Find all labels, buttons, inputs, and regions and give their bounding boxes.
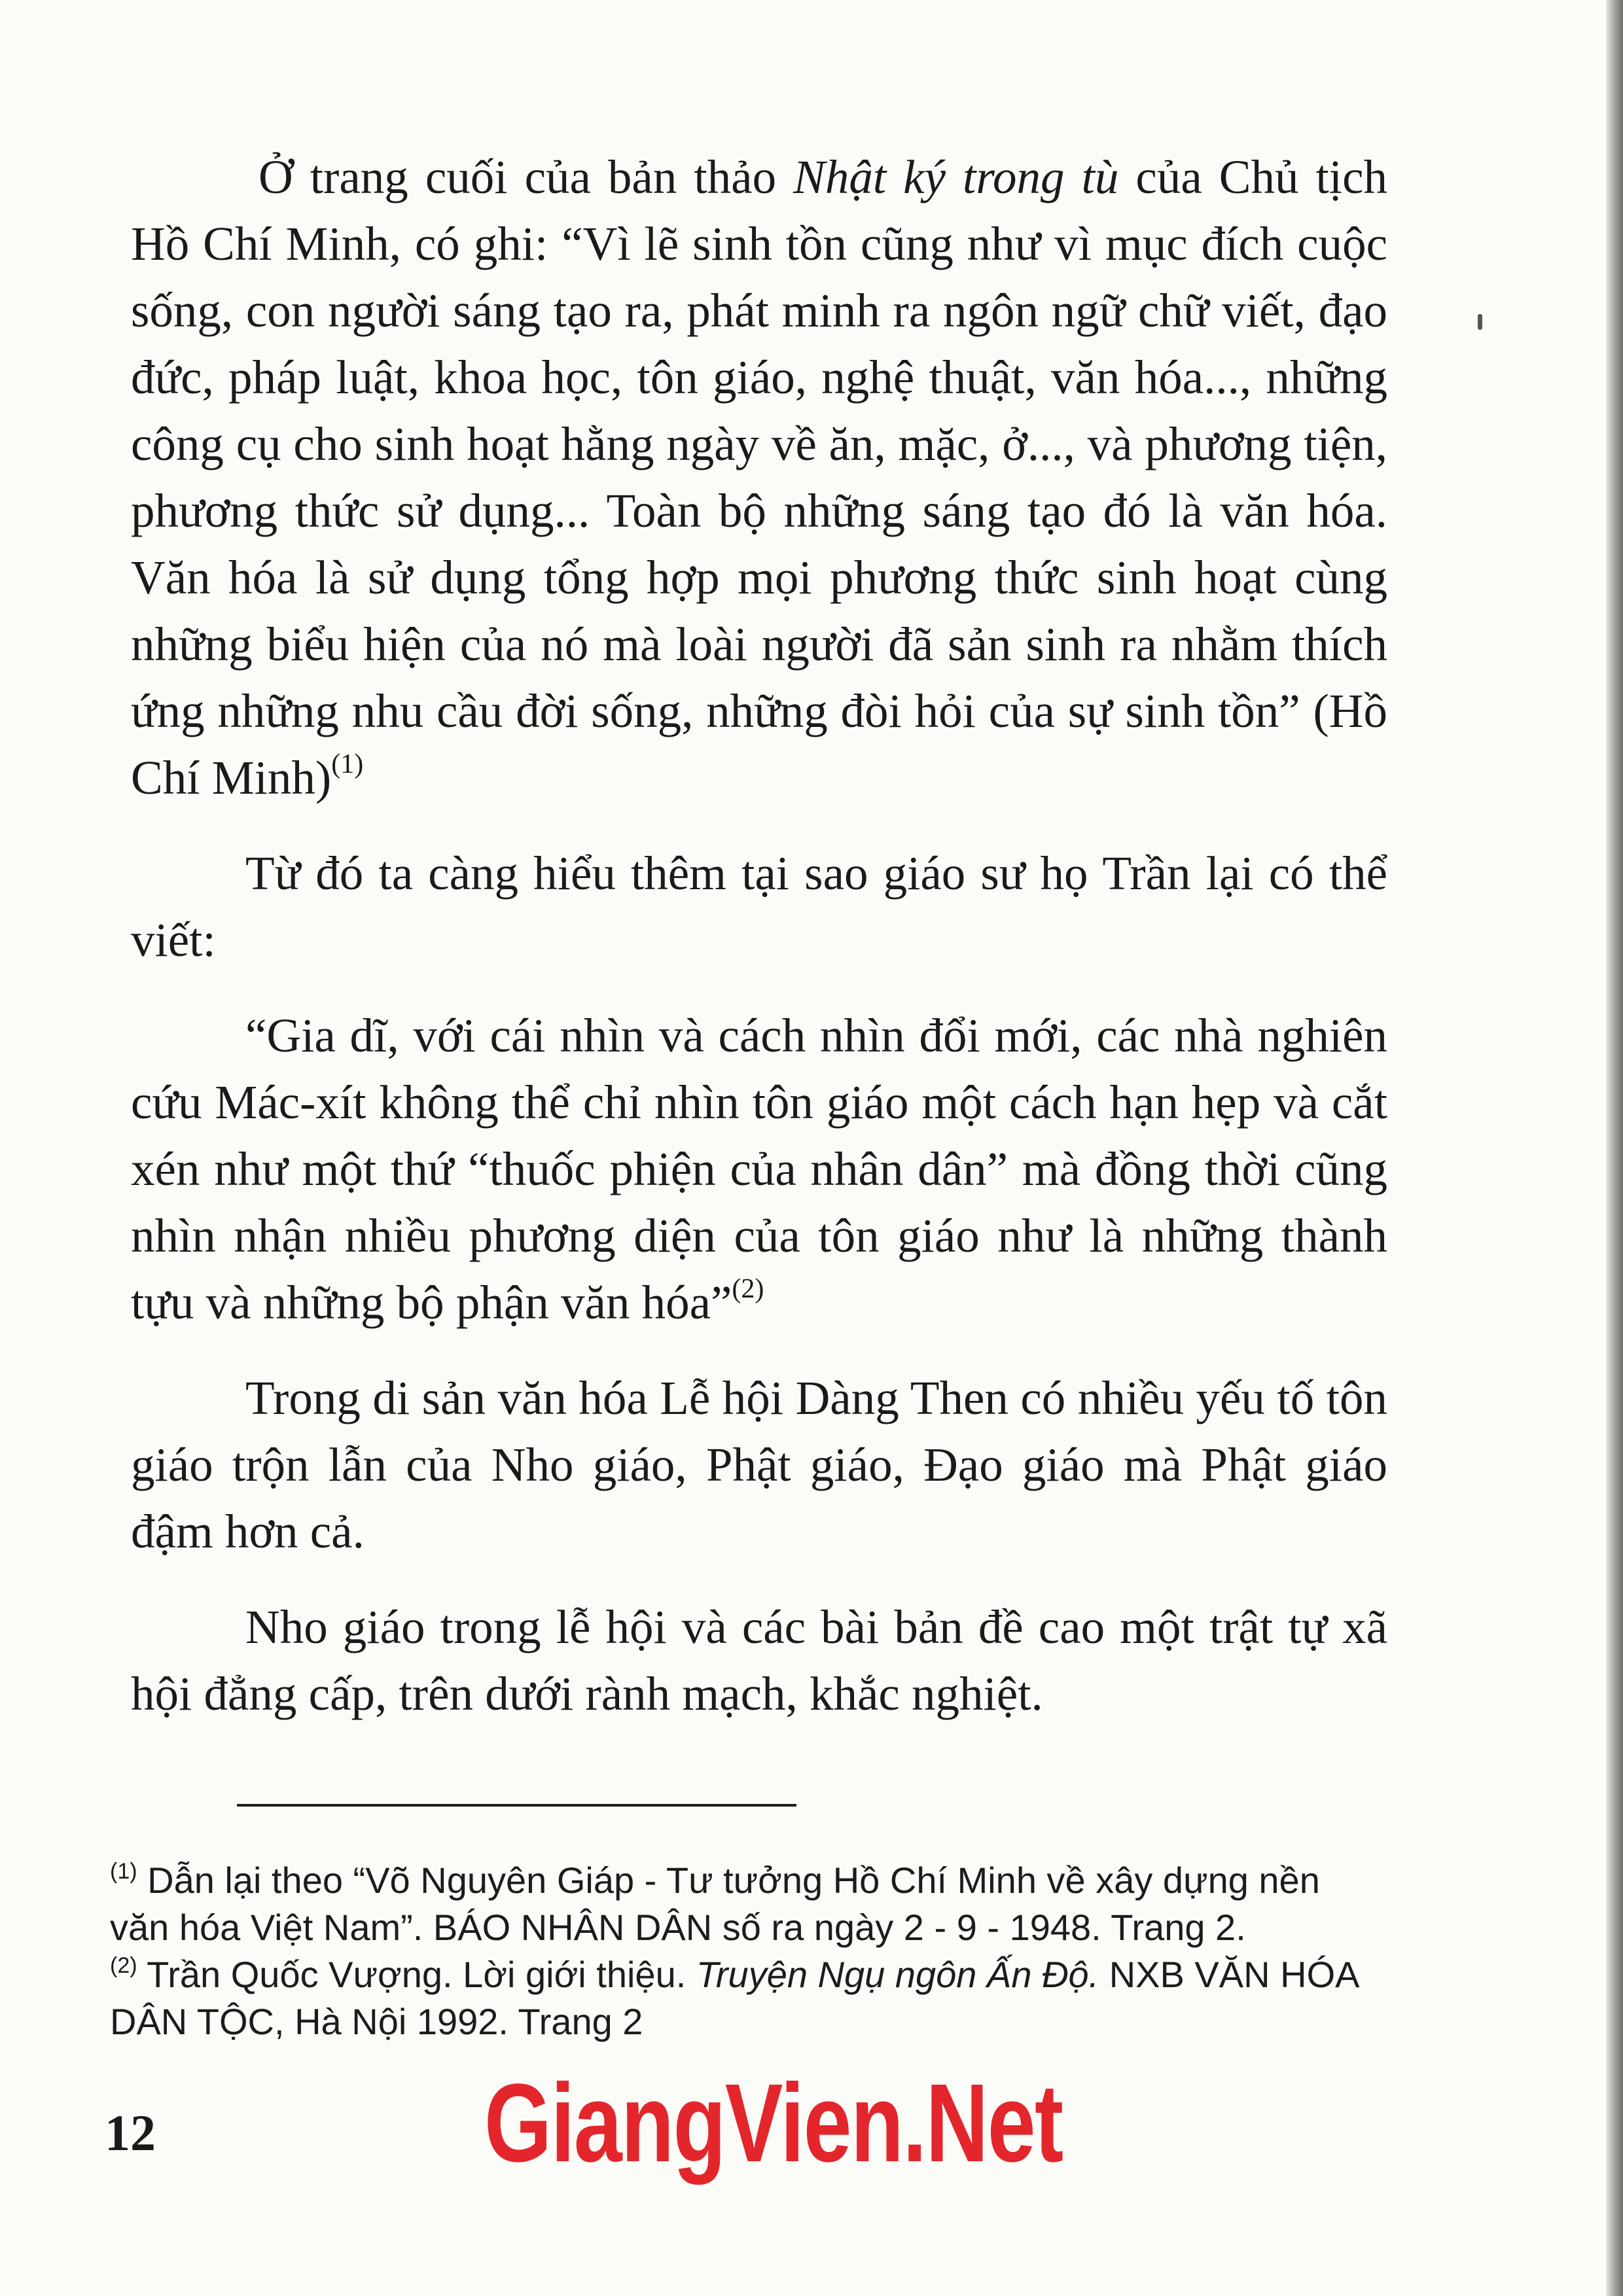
footnote-marker-2: (2)	[110, 1953, 137, 1978]
paragraph-2: Từ đó ta càng hiểu thêm tại sao giáo sư họ Trần lại có thể viết:	[131, 847, 1387, 966]
footnote-marker-1: (1)	[110, 1859, 137, 1884]
scan-mark	[1478, 314, 1482, 330]
page-binding-edge	[1606, 0, 1623, 2296]
footnote-divider	[237, 1804, 796, 1807]
book-title-italic: Nhật ký trong tù	[793, 150, 1119, 203]
watermark-logo: GiangVien.Net	[484, 2061, 1063, 2185]
footnote-1	[110, 1857, 1366, 1951]
paragraph-1-text-b: của Chủ tịch Hồ Chí Minh, có ghi: “Vì lẽ sinh tồn cũng như vì mục đích cuộc sống, con người sáng tạo ra, phát minh ra ngôn ngữ chữ viết, đạo đức, pháp luật, khoa học, tôn giáo, nghệ thuật, văn hóa..., những công cụ cho sinh hoạt hằng ngày về ăn, mặc, ở..., và phương tiện, phương thức sử dụng... Toàn bộ những sáng tạo đó là văn hóa. Văn hóa là sử dụng tổng hợp mọi phương thức sinh hoạt cùng những biểu hiện của nó mà loài người đã sản sinh ra nhằm thích ứng những nhu cầu đời sống, những đòi hỏi của sự sinh tồn” (Hồ Chí Minh)	[131, 150, 1387, 804]
footnote-2	[110, 1951, 1366, 2045]
footnotes	[110, 1857, 1366, 2045]
paragraph-1-text-a: Ở trang cuối của bản thảo	[259, 150, 794, 203]
paragraph-3	[131, 1002, 1387, 1336]
footnote-2-italic-title: Truyện Ngụ ngôn Ấn Độ.	[696, 1954, 1099, 1995]
paragraph-3-text: “Gia dĩ, với cái nhìn và cách nhìn đổi mới, các nhà nghiên cứu Mác-xít không thể chỉ nhìn tôn giáo một cách hạn hẹp và cắt xén như một thứ “thuốc phiện của nhân dân” mà đồng thời cũng nhìn nhận nhiều phương diện của tôn giáo như là những thành tựu và những bộ phận văn hóa”	[131, 1009, 1387, 1329]
footnote-ref-1: (1)	[331, 749, 364, 779]
footnote-2-text-b: NXB VĂN HÓA DÂN TỘC, Hà Nội 1992. Trang 2	[110, 1954, 1358, 2042]
paragraph-1	[131, 144, 1387, 811]
paragraph-5: Nho giáo trong lễ hội và các bài bản đề cao một trật tự xã hội đẳng cấp, trên dưới rành mạch, khắc nghiệt.	[131, 1600, 1387, 1720]
footnote-1-text: Dẫn lại theo “Võ Nguyên Giáp - Tư tưởng Hồ Chí Minh về xây dựng nền văn hóa Việt Nam”. BÁO NHÂN DÂN số ra ngày 2 - 9 - 1948. Trang 2.	[110, 1860, 1320, 1948]
page-number: 12	[105, 2104, 156, 2161]
paragraph-4: Trong di sản văn hóa Lễ hội Dàng Then có nhiều yếu tố tôn giáo trộn lẫn của Nho giáo, Phật giáo, Đạo giáo mà Phật giáo đậm hơn cả.	[131, 1371, 1387, 1558]
body-text	[131, 144, 1387, 1756]
footnote-2-text-a: Trần Quốc Vượng. Lời giới thiệu.	[137, 1954, 696, 1995]
footnote-ref-2: (2)	[732, 1274, 764, 1304]
